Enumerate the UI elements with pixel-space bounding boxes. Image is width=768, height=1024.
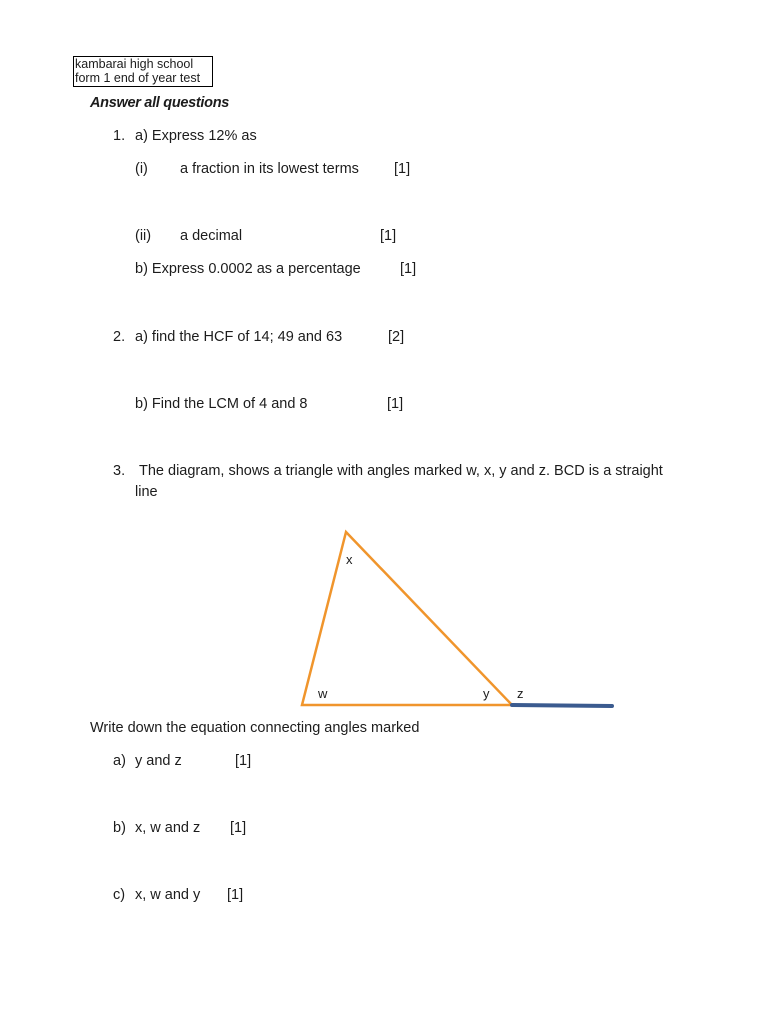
q3-a-text: y and z (135, 753, 182, 769)
instructions-heading: Answer all questions (90, 95, 230, 111)
q1-ii-text: a decimal (180, 228, 243, 244)
q2-a-marks: [2] (388, 329, 405, 345)
angle-label-x: x (346, 552, 353, 567)
school-name: kambarai high school (75, 57, 194, 71)
test-name: form 1 end of year test (75, 71, 201, 85)
q3-b-label: b) (113, 820, 126, 836)
q3-c-marks: [1] (227, 887, 244, 903)
q3-c-label: c) (113, 887, 126, 903)
q3-text-line1: The diagram, shows a triangle with angles marked w, x, y and z. BCD is a straight (139, 463, 663, 479)
q3-a-label: a) (113, 753, 126, 769)
triangle-shape (302, 532, 512, 705)
angle-label-z: z (517, 686, 524, 701)
q3-a-marks: [1] (235, 753, 252, 769)
q1-ii-label: (ii) (135, 228, 152, 244)
q3-b-text: x, w and z (135, 820, 201, 836)
q1-i-text: a fraction in its lowest terms (180, 161, 359, 177)
q1-i-label: (i) (135, 161, 148, 177)
q2-number: 2. (113, 329, 126, 345)
angle-label-y: y (483, 686, 490, 701)
q1-part-a: a) Express 12% as (135, 128, 257, 144)
q1-i-marks: [1] (394, 161, 411, 177)
straight-line-extension (512, 705, 612, 706)
q3-text-line2: line (135, 484, 158, 500)
q3-prompt: Write down the equation connecting angles marked (90, 720, 420, 736)
q1-number: 1. (113, 128, 126, 144)
angle-label-w: w (318, 686, 328, 701)
q3-number: 3. (113, 463, 126, 479)
q3-b-marks: [1] (230, 820, 247, 836)
q3-c-text: x, w and y (135, 887, 201, 903)
q1-part-b: b) Express 0.0002 as a percentage (135, 261, 361, 277)
q2-part-b: b) Find the LCM of 4 and 8 (135, 396, 308, 412)
q1-b-marks: [1] (400, 261, 417, 277)
q1-ii-marks: [1] (380, 228, 397, 244)
q2-b-marks: [1] (387, 396, 404, 412)
q2-part-a: a) find the HCF of 14; 49 and 63 (135, 329, 343, 345)
